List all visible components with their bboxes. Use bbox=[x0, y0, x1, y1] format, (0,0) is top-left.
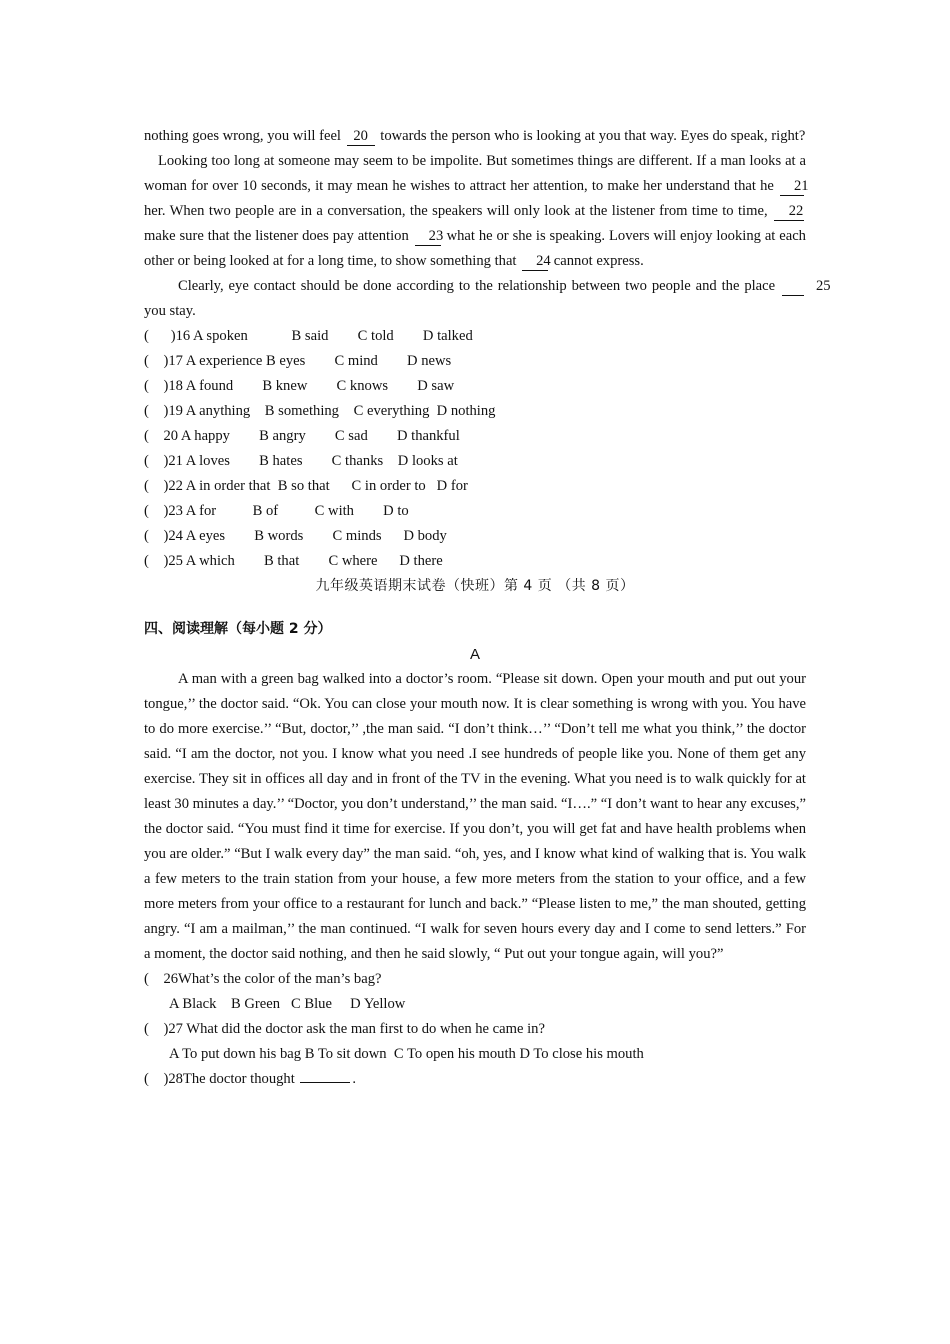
question-23[interactable]: ( )23 A for B of C with D to bbox=[144, 503, 409, 519]
text-run: you stay. bbox=[144, 303, 196, 319]
text-run: towards the person who is looking at you that way. Eyes do speak, right? bbox=[376, 128, 806, 144]
text-run: her. When two people are in a conversation, the speakers will only look at the listener from time to time, bbox=[144, 203, 772, 219]
question-28[interactable] bbox=[144, 1067, 806, 1092]
text-run: Clearly, eye contact should be done according to the relationship between two people and the place bbox=[178, 278, 780, 294]
question-20[interactable]: ( 20 A happy B angry C sad D thankful bbox=[144, 428, 460, 444]
text-run: Looking too long at someone may seem to be impolite. But sometimes things are different. If a man looks at a woman for over 10 seconds, it may mean he wishes to attract her attention, to make her understand that he bbox=[144, 153, 806, 194]
blank-23: 23 bbox=[415, 227, 441, 246]
reading-passage: A man with a green bag walked into a doctor’s room. “Please sit down. Open your mouth and put out your tongue,’’ the doctor said. “Ok. You can close your mouth now. It is clear something is wrong with you. You have to do more exercise.’’ “But, doctor,’’ ,the man said. “I don’t think…’’ “Don’t tell me what you think,’’ the doctor said. “I am the doctor, not you. I know what you need .I see hundreds of people like you. None of them get any exercise. They sit in offices all day and in front of the TV in the evening. What you need is to walk quickly for at least 30 minutes a day.’’ “Doctor, you don’t understand,’’ the man said. “I….” “I don’t want to hear any excuses,” the doctor said. “You must find it time for exercise. If you don’t, you will get fat and have health problems when you are older.” “But I walk every day” the man said. “oh, yes, and I know what kind of walking that is. You walk a few meters to the train station from your house, a few more meters from the station to your office, and a few more meters from your office to a restaurant for lunch and back.” “Please listen to me,” the man shouted, getting angry. “I am a mailman,’’ the man continued. “I walk for seven hours every day and I come to send letters.” For a moment, the doctor said nothing, and then he said slowly, “ Put out your tongue again, will you?” bbox=[144, 671, 806, 962]
question-18[interactable]: ( )18 A found B knew C knows D saw bbox=[144, 378, 455, 394]
question-22[interactable]: ( )22 A in order that B so that C in order to D for bbox=[144, 478, 468, 494]
blank-21: 21 bbox=[780, 177, 804, 196]
text-run: ( )28The doctor thought bbox=[144, 1071, 299, 1087]
question-25[interactable]: ( )25 A which B that C where D there bbox=[144, 553, 443, 569]
text-run: . bbox=[352, 1071, 357, 1087]
text-run: what he or she is speaking. Lovers will enjoy looking at each other or being looked at for a long time, to show something that bbox=[144, 228, 806, 269]
cloze-paragraph-2 bbox=[144, 149, 809, 274]
question-21[interactable]: ( )21 A loves B hates C thanks D looks at bbox=[144, 453, 458, 469]
question-16[interactable]: ( )16 A spoken B said C told D talked bbox=[144, 328, 473, 344]
question-24[interactable]: ( )24 A eyes B words C minds D body bbox=[144, 528, 447, 544]
text-run: make sure that the listener does pay attention bbox=[144, 228, 413, 244]
exam-page bbox=[144, 124, 831, 1092]
text-run: cannot express. bbox=[550, 253, 644, 269]
blank-24: 24 bbox=[522, 252, 548, 271]
question-27[interactable]: ( )27 What did the doctor ask the man first to do when he came in? bbox=[144, 1021, 545, 1037]
section-heading: 四、阅读理解（每小题 2 分） bbox=[144, 621, 332, 637]
question-26-options[interactable]: A Black B Green C Blue D Yellow bbox=[169, 996, 406, 1012]
question-26[interactable]: ( 26What’s the color of the man’s bag? bbox=[144, 971, 382, 987]
text-run: nothing goes wrong, you will feel bbox=[144, 128, 345, 144]
blank-25: 25 bbox=[782, 277, 804, 296]
passage-label: A bbox=[469, 646, 480, 663]
cloze-questions bbox=[144, 324, 806, 574]
blank-20: 20 bbox=[347, 127, 375, 146]
question-27-options[interactable]: A To put down his bag B To sit down C To open his mouth D To close his mouth bbox=[169, 1046, 644, 1062]
blank-22: 22 bbox=[774, 202, 804, 221]
blank-28 bbox=[300, 1082, 350, 1083]
question-19[interactable]: ( )19 A anything B something C everything D nothing bbox=[144, 403, 496, 419]
question-17[interactable]: ( )17 A experience B eyes C mind D news bbox=[144, 353, 452, 369]
cloze-paragraph-1 bbox=[144, 124, 806, 149]
cloze-paragraph-3 bbox=[144, 274, 831, 324]
page-footer: 九年级英语期末试卷（快班）第 4 页 （共 8 页） bbox=[315, 578, 635, 594]
